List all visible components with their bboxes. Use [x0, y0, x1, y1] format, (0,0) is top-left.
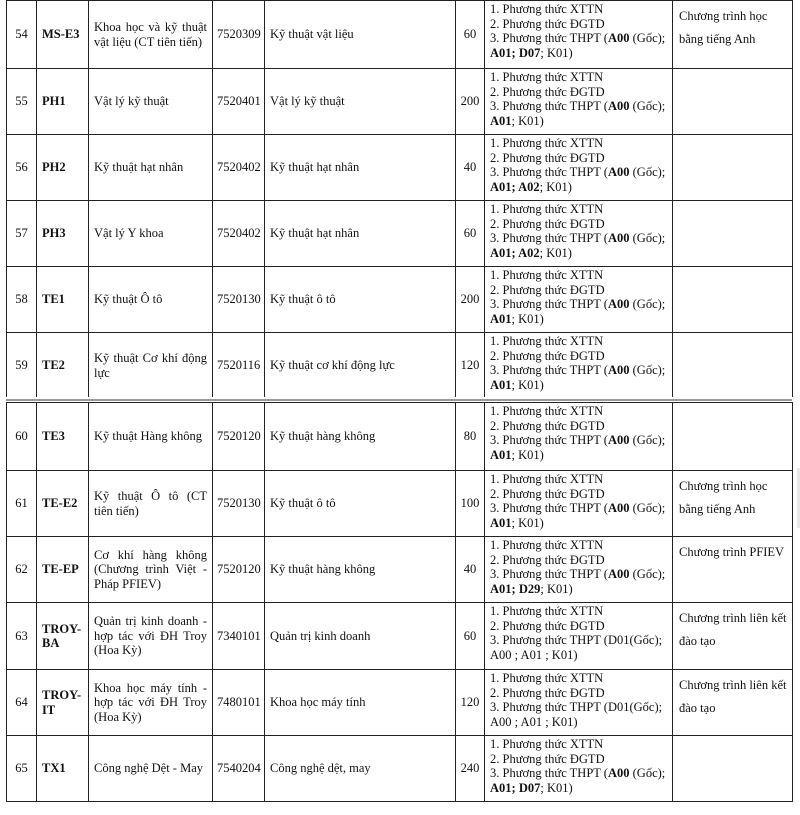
method-3-combos: A01; A02; K01) — [490, 179, 572, 194]
program-note — [673, 267, 793, 333]
program-code: TE3 — [37, 403, 89, 471]
program-note — [673, 403, 793, 471]
program-note: Chương trình học bằng tiếng Anh — [673, 471, 793, 537]
method-1: 1. Phương thức XTTN — [490, 70, 604, 84]
method-3: 3. Phương thức THPT (A00 (Gốc); — [490, 99, 666, 113]
admission-methods — [485, 537, 673, 603]
major-code: 7520401 — [213, 69, 265, 135]
program-code: PH2 — [37, 135, 89, 201]
major-code: 7520130 — [213, 471, 265, 537]
row-number: 64 — [7, 670, 37, 736]
major-code: 7520402 — [213, 135, 265, 201]
program-note — [673, 201, 793, 267]
quota: 100 — [456, 471, 485, 537]
quota: 60 — [456, 603, 485, 670]
quota: 80 — [456, 403, 485, 471]
table-row — [7, 670, 793, 736]
table-row — [7, 471, 793, 537]
method-3-combos: A00 ; A01 ; K01) — [490, 647, 578, 662]
admissions-table-top — [6, 0, 793, 399]
method-3: 3. Phương thức THPT (A00 (Gốc); — [490, 165, 666, 179]
table-row — [7, 333, 793, 399]
method-2: 2. Phương thức ĐGTD — [490, 418, 605, 433]
program-name: Kỹ thuật Cơ khí động lực — [89, 333, 213, 399]
method-1: 1. Phương thức XTTN — [490, 604, 604, 618]
major-name: Khoa học máy tính — [265, 670, 456, 736]
admission-methods — [485, 333, 673, 399]
major-code: 7520309 — [213, 1, 265, 69]
row-number: 58 — [7, 267, 37, 333]
row-number: 65 — [7, 736, 37, 802]
major-name: Kỹ thuật cơ khí động lực — [265, 333, 456, 399]
program-code: PH3 — [37, 201, 89, 267]
program-code: TE1 — [37, 267, 89, 333]
major-code: 7520120 — [213, 537, 265, 603]
major-code: 7340101 — [213, 603, 265, 670]
method-2: 2. Phương thức ĐGTD — [490, 216, 605, 231]
table-row — [7, 135, 793, 201]
method-1: 1. Phương thức XTTN — [490, 268, 604, 282]
row-number: 63 — [7, 603, 37, 670]
program-code: TROY-IT — [37, 670, 89, 736]
method-3-combos: A00 ; A01 ; K01) — [490, 714, 578, 729]
major-name: Kỹ thuật hạt nhân — [265, 201, 456, 267]
row-number: 60 — [7, 403, 37, 471]
program-note — [673, 333, 793, 399]
method-1: 1. Phương thức XTTN — [490, 671, 604, 685]
method-3: 3. Phương thức THPT (A00 (Gốc); — [490, 766, 666, 780]
method-3-combos: A01; D29; K01) — [490, 581, 573, 596]
method-1: 1. Phương thức XTTN — [490, 202, 604, 216]
program-note: Chương trình PFIEV — [673, 537, 793, 603]
method-3: 3. Phương thức THPT (A00 (Gốc); — [490, 501, 666, 515]
row-number: 55 — [7, 69, 37, 135]
table-row — [7, 201, 793, 267]
program-name: Quản trị kinh doanh - hợp tác với ĐH Troy (Hoa Kỳ) — [89, 603, 213, 670]
program-code: MS-E3 — [37, 1, 89, 69]
admission-methods — [485, 670, 673, 736]
program-code: TX1 — [37, 736, 89, 802]
method-2: 2. Phương thức ĐGTD — [490, 348, 605, 363]
table-row — [7, 403, 793, 471]
method-2: 2. Phương thức ĐGTD — [490, 486, 605, 501]
program-note: Chương trình liên kết đào tạo — [673, 603, 793, 670]
row-number: 62 — [7, 537, 37, 603]
method-1: 1. Phương thức XTTN — [490, 2, 604, 16]
row-number: 59 — [7, 333, 37, 399]
method-2: 2. Phương thức ĐGTD — [490, 751, 605, 766]
program-note: Chương trình học bằng tiếng Anh — [673, 1, 793, 69]
method-3-combos: A01; K01) — [490, 447, 544, 462]
program-name: Kỹ thuật Ô tô (CT tiên tiến) — [89, 471, 213, 537]
quota: 200 — [456, 69, 485, 135]
admission-methods — [485, 135, 673, 201]
method-2: 2. Phương thức ĐGTD — [490, 282, 605, 297]
quota: 240 — [456, 736, 485, 802]
program-code: PH1 — [37, 69, 89, 135]
method-3: 3. Phương thức THPT (A00 (Gốc); — [490, 433, 666, 447]
program-name: Công nghệ Dệt - May — [89, 736, 213, 802]
table-row — [7, 537, 793, 603]
method-3: 3. Phương thức THPT (A00 (Gốc); — [490, 231, 666, 245]
major-code: 7520120 — [213, 403, 265, 471]
program-name: Khoa học máy tính - hợp tác với ĐH Troy (Hoa Kỳ) — [89, 670, 213, 736]
method-3: 3. Phương thức THPT (A00 (Gốc); — [490, 297, 666, 311]
row-number: 54 — [7, 1, 37, 69]
program-note: Chương trình liên kết đào tạo — [673, 670, 793, 736]
admission-methods — [485, 1, 673, 69]
method-2: 2. Phương thức ĐGTD — [490, 16, 605, 31]
table-row — [7, 736, 793, 802]
table-row — [7, 69, 793, 135]
major-name: Kỹ thuật ô tô — [265, 267, 456, 333]
major-code: 7480101 — [213, 670, 265, 736]
major-name: Công nghệ dệt, may — [265, 736, 456, 802]
program-code: TE2 — [37, 333, 89, 399]
table-row — [7, 603, 793, 670]
method-3-combos: A01; K01) — [490, 311, 544, 326]
method-1: 1. Phương thức XTTN — [490, 334, 604, 348]
method-3-combos: A01; K01) — [490, 515, 544, 530]
major-code: 7520402 — [213, 201, 265, 267]
method-3-combos: A01; A02; K01) — [490, 245, 572, 260]
table-row — [7, 1, 793, 69]
admission-methods — [485, 201, 673, 267]
admission-methods — [485, 267, 673, 333]
program-name: Vật lý kỹ thuật — [89, 69, 213, 135]
program-name: Vật lý Y khoa — [89, 201, 213, 267]
program-code: TROY-BA — [37, 603, 89, 670]
major-code: 7520116 — [213, 333, 265, 399]
major-name: Kỹ thuật hàng không — [265, 403, 456, 471]
method-3: 3. Phương thức THPT (D01(Gốc); — [490, 633, 663, 647]
admission-methods — [485, 69, 673, 135]
method-1: 1. Phương thức XTTN — [490, 737, 604, 751]
quota: 40 — [456, 537, 485, 603]
program-note — [673, 69, 793, 135]
method-3-combos: A01; D07; K01) — [490, 45, 573, 60]
program-name: Kỹ thuật Hàng không — [89, 403, 213, 471]
program-note — [673, 135, 793, 201]
program-name: Kỹ thuật Ô tô — [89, 267, 213, 333]
method-3: 3. Phương thức THPT (D01(Gốc); — [490, 700, 663, 714]
quota: 120 — [456, 670, 485, 736]
method-3-combos: A01; K01) — [490, 377, 544, 392]
major-name: Kỹ thuật hàng không — [265, 537, 456, 603]
quota: 60 — [456, 201, 485, 267]
major-name: Kỹ thuật hạt nhân — [265, 135, 456, 201]
method-3-combos: A01; K01) — [490, 113, 544, 128]
major-name: Vật lý kỹ thuật — [265, 69, 456, 135]
method-1: 1. Phương thức XTTN — [490, 538, 604, 552]
row-number: 57 — [7, 201, 37, 267]
method-3: 3. Phương thức THPT (A00 (Gốc); — [490, 567, 666, 581]
admissions-table-bottom — [6, 402, 793, 802]
major-code: 7540204 — [213, 736, 265, 802]
program-code: TE-EP — [37, 537, 89, 603]
program-code: TE-E2 — [37, 471, 89, 537]
admission-methods — [485, 603, 673, 670]
major-name: Kỹ thuật vật liệu — [265, 1, 456, 69]
table-row — [7, 267, 793, 333]
admission-methods — [485, 471, 673, 537]
method-2: 2. Phương thức ĐGTD — [490, 618, 605, 633]
method-3: 3. Phương thức THPT (A00 (Gốc); — [490, 363, 666, 377]
quota: 60 — [456, 1, 485, 69]
method-1: 1. Phương thức XTTN — [490, 136, 604, 150]
quota: 40 — [456, 135, 485, 201]
method-1: 1. Phương thức XTTN — [490, 404, 604, 418]
method-3-combos: A01; D07; K01) — [490, 780, 573, 795]
major-name: Kỹ thuật ô tô — [265, 471, 456, 537]
program-name: Cơ khí hàng không (Chương trình Việt - Pháp PFIEV) — [89, 537, 213, 603]
quota: 200 — [456, 267, 485, 333]
page-break-divider — [6, 399, 792, 401]
program-note — [673, 736, 793, 802]
method-1: 1. Phương thức XTTN — [490, 472, 604, 486]
program-name: Kỹ thuật hạt nhân — [89, 135, 213, 201]
method-2: 2. Phương thức ĐGTD — [490, 84, 605, 99]
method-2: 2. Phương thức ĐGTD — [490, 552, 605, 567]
method-2: 2. Phương thức ĐGTD — [490, 150, 605, 165]
major-code: 7520130 — [213, 267, 265, 333]
row-number: 56 — [7, 135, 37, 201]
admission-methods — [485, 403, 673, 471]
program-name: Khoa học và kỹ thuật vật liệu (CT tiên tiến) — [89, 1, 213, 69]
row-number: 61 — [7, 471, 37, 537]
major-name: Quản trị kinh doanh — [265, 603, 456, 670]
method-2: 2. Phương thức ĐGTD — [490, 685, 605, 700]
admission-methods — [485, 736, 673, 802]
method-3: 3. Phương thức THPT (A00 (Gốc); — [490, 31, 666, 45]
quota: 120 — [456, 333, 485, 399]
